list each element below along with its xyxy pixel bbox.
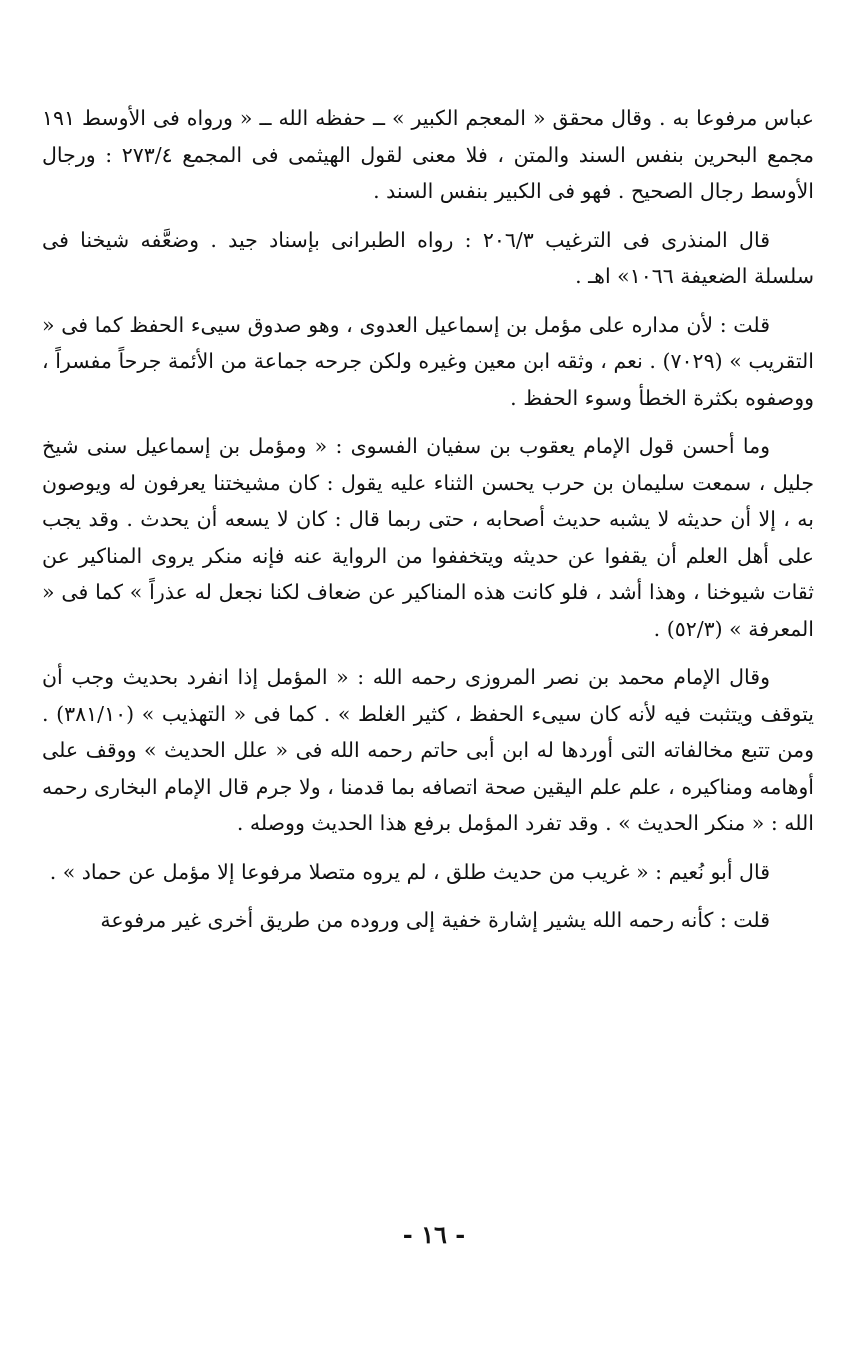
paragraph-4: وما أحسن قول الإمام يعقوب بن سفيان الفسوى : « ومؤمل بن إسماعيل سنى شيخ جليل ، سمعت سليمان بن حرب يحسن الثناء عليه يقول : كان مشيختنا يعرفون له ويوصون به ، إلا أن حديثه لا يشبه حديث أصحابه ، حتى ربما قال : كان لا يسعه أن يحدث . وقد يجب على أهل العلم أن يقفوا عن حديثه ويتخففوا من الرواية عنه فإنه منكر يروى المناكير عن ثقات شيوخنا ، وهذا أشد ، فلو كانت هذه المناكير عن ضعاف لكنا نجعل له عذراً » كما فى « المعرفة » (٥٢/٣) . xyxy=(42,434,814,641)
paragraph-5: وقال الإمام محمد بن نصر المروزى رحمه الله : « المؤمل إذا انفرد بحديث وجب أن يتوقف ويتثبت فيه لأنه كان سيىء الحفظ ، كثير الغلط » . كما فى « التهذيب » (٣٨١/١٠) . ومن تتبع مخالفاته التى أوردها له ابن أبى حاتم رحمه الله فى « علل الحديث » ووقف على أوهامه ومناكيره ، علم علم اليقين صحة اتصافه بما قدمنا ، ولا جرم قال الإمام البخارى رحمه الله : « منكر الحديث » . وقد تفرد المؤمل برفع هذا الحديث ووصله . xyxy=(42,665,815,835)
page-body xyxy=(42,100,814,951)
page-number: - ١٦ - xyxy=(402,1220,466,1249)
paragraph-1: عباس مرفوعا به . وقال محقق « المعجم الكبير » ــ حفظه الله ــ « ورواه فى الأوسط ١٩١ مجمع البحرين بنفس السند والمتن ، فلا معنى لقول الهيثمى فى المجمع ٢٧٣/٤ : ورجال الأوسط رجال الصحيح . فهو فى الكبير بنفس السند . xyxy=(42,106,814,203)
paragraph-7: قلت : كأنه رحمه الله يشير إشارة خفية إلى وروده من طريق أخرى غير مرفوعة xyxy=(100,908,770,932)
paragraph-3: قلت : لأن مداره على مؤمل بن إسماعيل العدوى ، وهو صدوق سيىء الحفظ كما فى « التقريب » (٧٠٢٩) . نعم ، وثقه ابن معين وغيره ولكن جرحه جماعة من الأئمة جرحاً مفسراً ، ووصفوه بكثرة الخطأ وسوء الحفظ . xyxy=(42,312,814,410)
paragraph-2: قال المنذرى فى الترغيب ٢٠٦/٣ : رواه الطبرانى بإسناد جيد . وضعَّفه شيخنا فى سلسلة الضعيفة ١٠٦٦» اهـ . xyxy=(42,227,814,288)
paragraph-6: قال أبو نُعيم : « غريب من حديث طلق ، لم يروه متصلا مرفوعا إلا مؤمل عن حماد » . xyxy=(49,859,770,884)
